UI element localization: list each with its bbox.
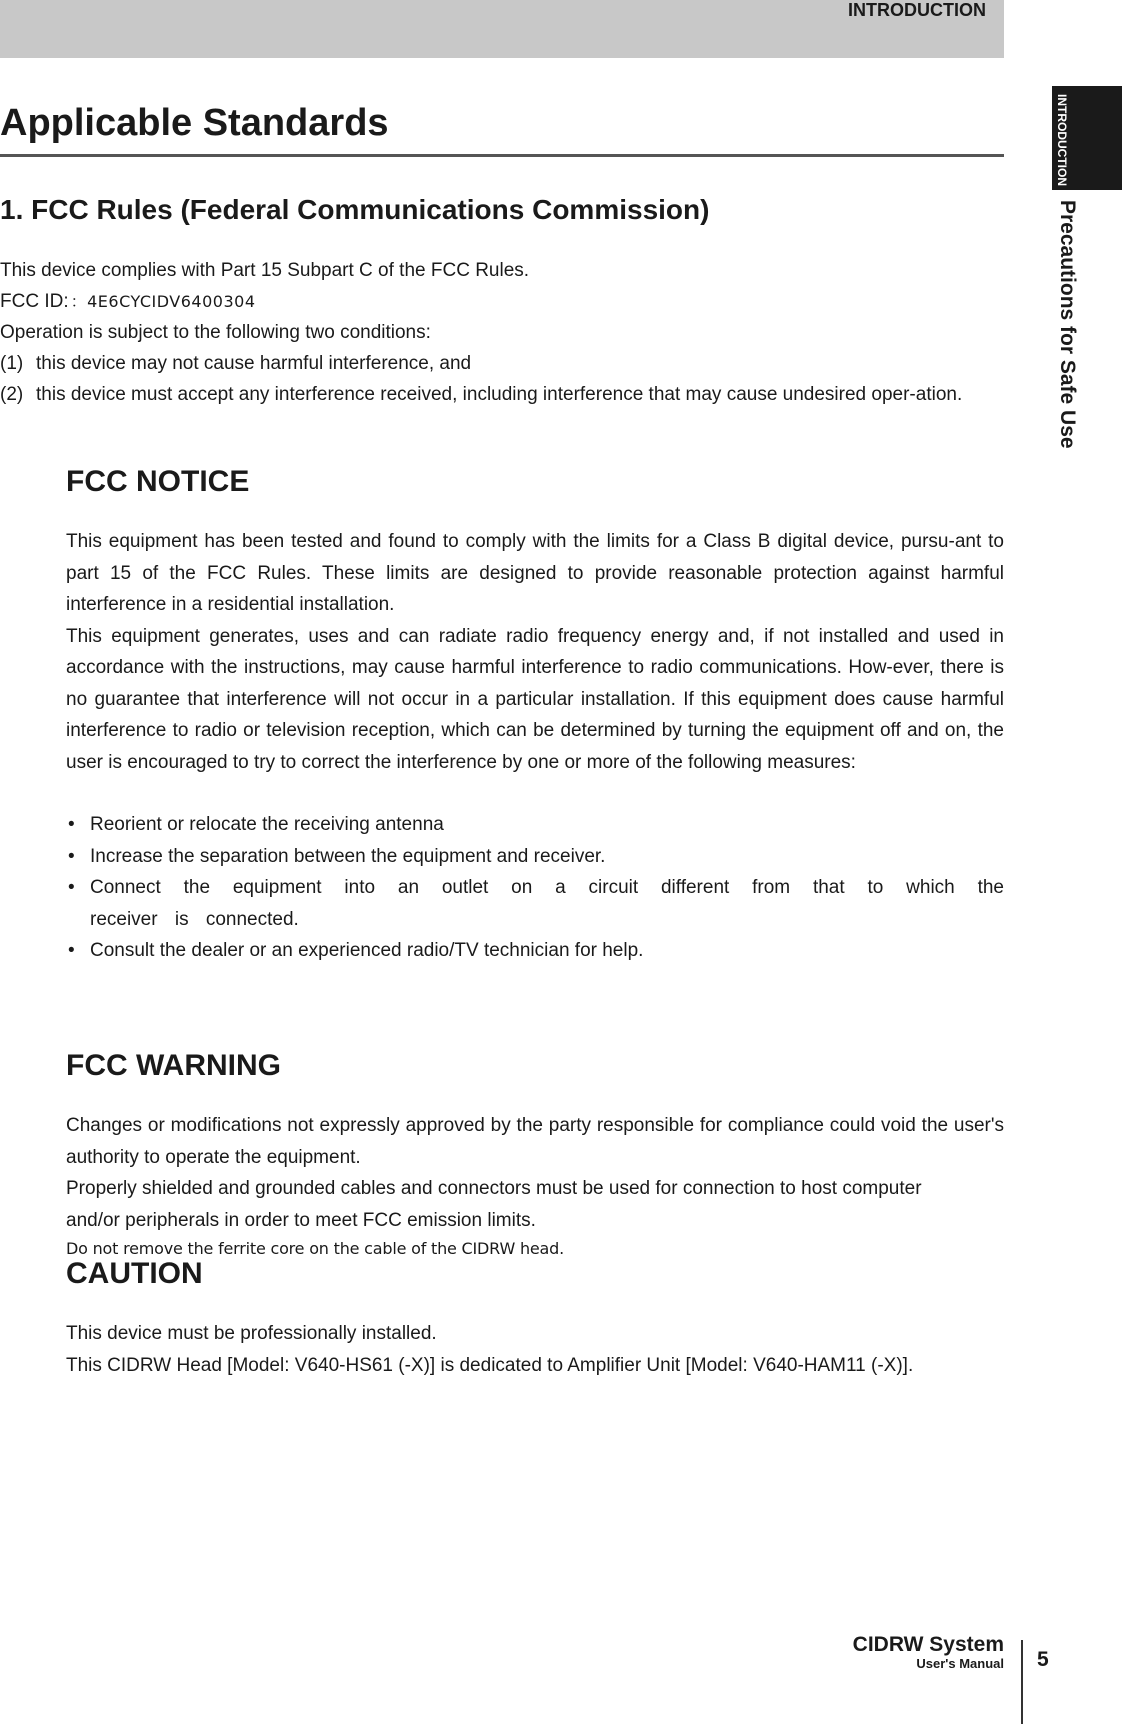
caution-body <box>66 1318 1004 1381</box>
caution-paragraph: This CIDRW Head [Model: V640-HS61 (-X)] is dedicated to Amplifier Unit [Model: V640-HAM11 (-X)]. <box>66 1354 914 1376</box>
condition-text: this device may not cause harmful interference, and <box>36 353 472 374</box>
condition-text: this device must accept any interference received, including interference that may cause undesired oper-ation. <box>36 384 963 405</box>
bullet-icon: • <box>68 877 75 898</box>
side-section-label: Precautions for Safe Use <box>1056 200 1079 449</box>
fcc-notice-body <box>66 526 1004 967</box>
bullet-icon: • <box>68 845 75 867</box>
condition-number: (2) <box>0 384 24 405</box>
caution-heading: CAUTION <box>66 1257 203 1290</box>
list-item <box>66 809 1004 841</box>
page-title: Applicable Standards <box>0 99 1004 157</box>
bullet-icon: • <box>68 814 75 835</box>
fcc-notice-heading: FCC NOTICE <box>66 465 250 498</box>
footer-divider <box>1021 1640 1023 1724</box>
notice-paragraph: This equipment has been tested and found to comply with the limits for a Class B digital device, pursu-ant to part 15 of the FCC Rules. These limits are designed to provide reasonable protection against harmful interference in a residential installation. <box>66 531 1004 615</box>
notice-paragraph: This equipment generates, uses and can radiate radio frequency energy and, if not installed and used in accordance with the instructions, may cause harmful interference to radio communications. How-ever, there is no guarantee that interference will not occur in a particular installation. If this equipment does cause harmful interference to radio or television reception, which can be determined by turning the equipment off and on, the user is encouraged to try to correct the interference by one or more of the following measures: <box>66 625 1004 773</box>
fcc-rules-heading: 1. FCC Rules (Federal Communications Commission) <box>0 194 710 225</box>
operation-text: Operation is subject to the following two conditions: <box>0 322 431 343</box>
condition-number: (1) <box>0 353 24 374</box>
ferrite-note: Do not remove the ferrite core on the cable of the CIDRW head. <box>66 1239 564 1258</box>
measure-text: Consult the dealer or an experienced radio/TV technician for help. <box>90 940 644 961</box>
header-section-label: INTRODUCTION <box>848 0 986 20</box>
list-item <box>66 841 1004 873</box>
condition-item <box>0 379 1004 410</box>
measures-list <box>66 809 1004 967</box>
condition-item <box>0 348 1004 379</box>
side-tab-label: INTRODUCTION <box>1055 94 1069 186</box>
header-bar <box>0 0 1004 58</box>
measure-text: Reorient or relocate the receiving antenna <box>90 814 444 835</box>
bullet-icon: • <box>68 940 75 961</box>
measure-text: Increase the separation between the equipment and receiver. <box>90 845 606 867</box>
measure-text: Connect the equipment into an outlet on a circuit different from that to which the receiver is connected. <box>90 877 1004 930</box>
fcc-id-value: ：4E6CYCIDV6400304 <box>70 292 256 311</box>
footer-product-name: CIDRW System <box>852 1633 1004 1656</box>
fcc-rules-body <box>0 255 1004 410</box>
fcc-id-label: FCC ID: <box>0 291 69 312</box>
list-item <box>66 935 1004 967</box>
caution-paragraph: This device must be professionally installed. <box>66 1323 437 1344</box>
fcc-id-line <box>0 286 1004 317</box>
compliance-text: This device complies with Part 15 Subpart C of the FCC Rules. <box>0 260 530 281</box>
footer-manual-label: User's Manual <box>916 1656 1004 1671</box>
list-item <box>66 872 1004 935</box>
fcc-warning-body <box>66 1110 1004 1262</box>
fcc-warning-heading: FCC WARNING <box>66 1049 281 1082</box>
warning-paragraph: Properly shielded and grounded cables and connectors must be used for connection to host computer and/or peripherals in order to meet FCC emission limits. <box>66 1178 922 1231</box>
warning-paragraph: Changes or modifications not expressly approved by the party responsible for compliance could void the user's authority to operate the equipment. <box>66 1115 1004 1168</box>
page-number: 5 <box>1037 1648 1049 1671</box>
